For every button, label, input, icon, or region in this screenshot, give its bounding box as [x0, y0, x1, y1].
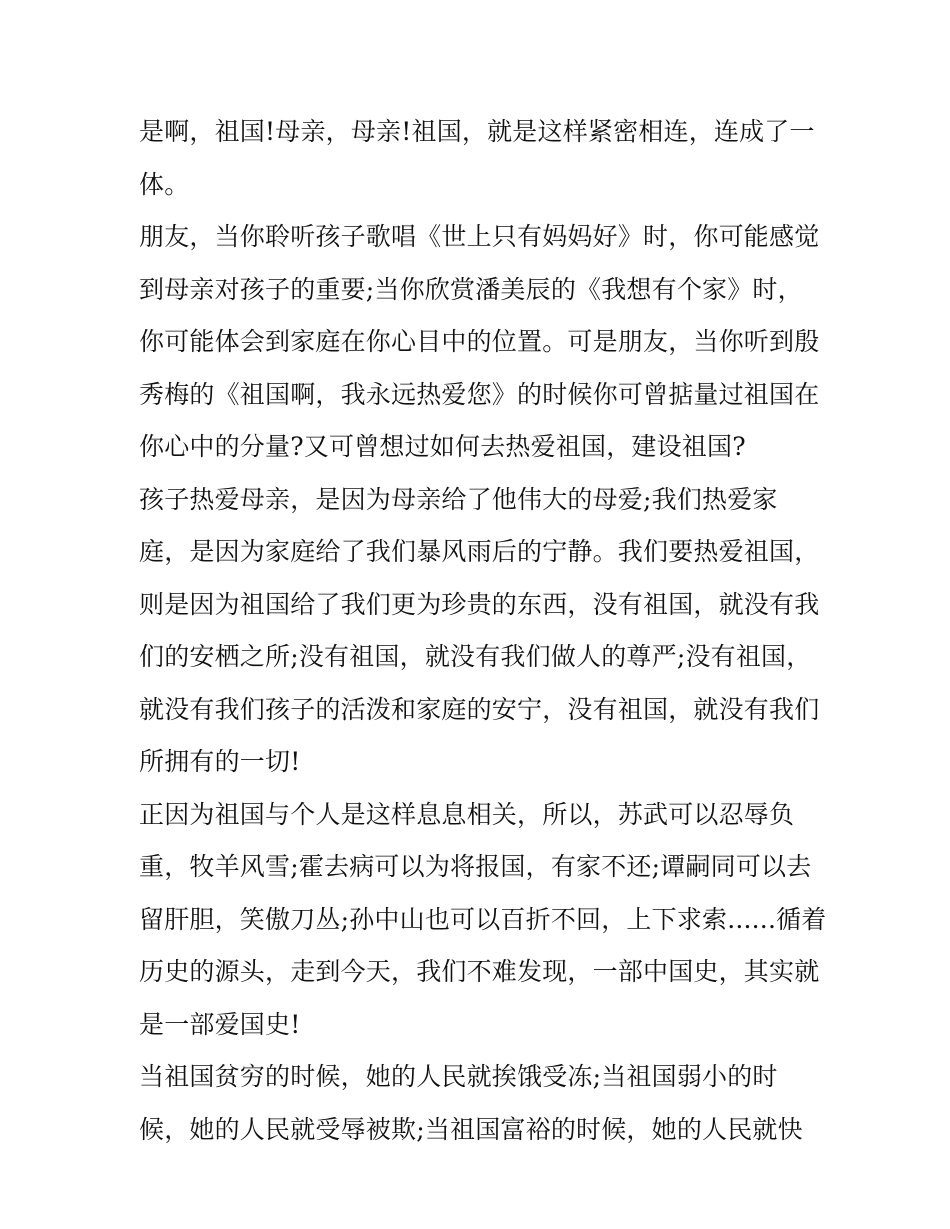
text-line: 孩子热爱母亲，是因为母亲给了他伟大的母爱;我们热爱家	[139, 484, 778, 514]
text-line: 你心中的分量?又可曾想过如何去热爱祖国，建设祖国?	[139, 432, 746, 461]
text-line: 正因为祖国与个人是这样息息相关，所以，苏武可以忍辱负	[139, 799, 795, 829]
text-line: 秀梅的《祖国啊，我永远热爱您》的时候你可曾掂量过祖国在	[139, 379, 820, 409]
text-line: 朋友，当你聆听孩子歌唱《世上只有妈妈好》时，你可能感觉	[139, 222, 820, 251]
text-line: 所拥有的一切!	[139, 747, 301, 776]
text-line: 你可能体会到家庭在你心目中的位置。可是朋友，当你听到殷	[139, 327, 820, 356]
document-body	[139, 106, 827, 1156]
text-line: 则是因为祖国给了我们更为珍贵的东西，没有祖国，就没有我	[139, 589, 820, 619]
text-line: 留肝胆，笑傲刀丛;孙中山也可以百折不回，上下求索......循着	[139, 904, 827, 934]
text-line: 就没有我们孩子的活泼和家庭的安宁，没有祖国，就没有我们	[139, 694, 820, 724]
text-line: 庭，是因为家庭给了我们暴风雨后的宁静。我们要热爱祖国，	[139, 537, 820, 566]
text-line: 们的安栖之所;没有祖国，就没有我们做人的尊严;没有祖国，	[139, 642, 812, 671]
text-line: 体。	[139, 169, 190, 199]
text-line: 是一部爱国史!	[139, 1009, 301, 1039]
text-line: 重，牧羊风雪;霍去病可以为将报国，有家不还;谭嗣同可以去	[139, 852, 812, 881]
text-line: 候，她的人民就受辱被欺;当祖国富裕的时候，她的人民就快	[139, 1114, 803, 1144]
text-line: 历史的源头，走到今天，我们不难发现，一部中国史，其实就	[139, 957, 820, 986]
text-line: 到母亲对孩子的重要;当你欣赏潘美辰的《我想有个家》时，	[139, 274, 803, 304]
text-line: 是啊，祖国!母亲，母亲!祖国，就是这样紧密相连，连成了一	[139, 117, 815, 146]
text-line: 当祖国贫穷的时候，她的人民就挨饿受冻;当祖国弱小的时	[139, 1062, 778, 1091]
